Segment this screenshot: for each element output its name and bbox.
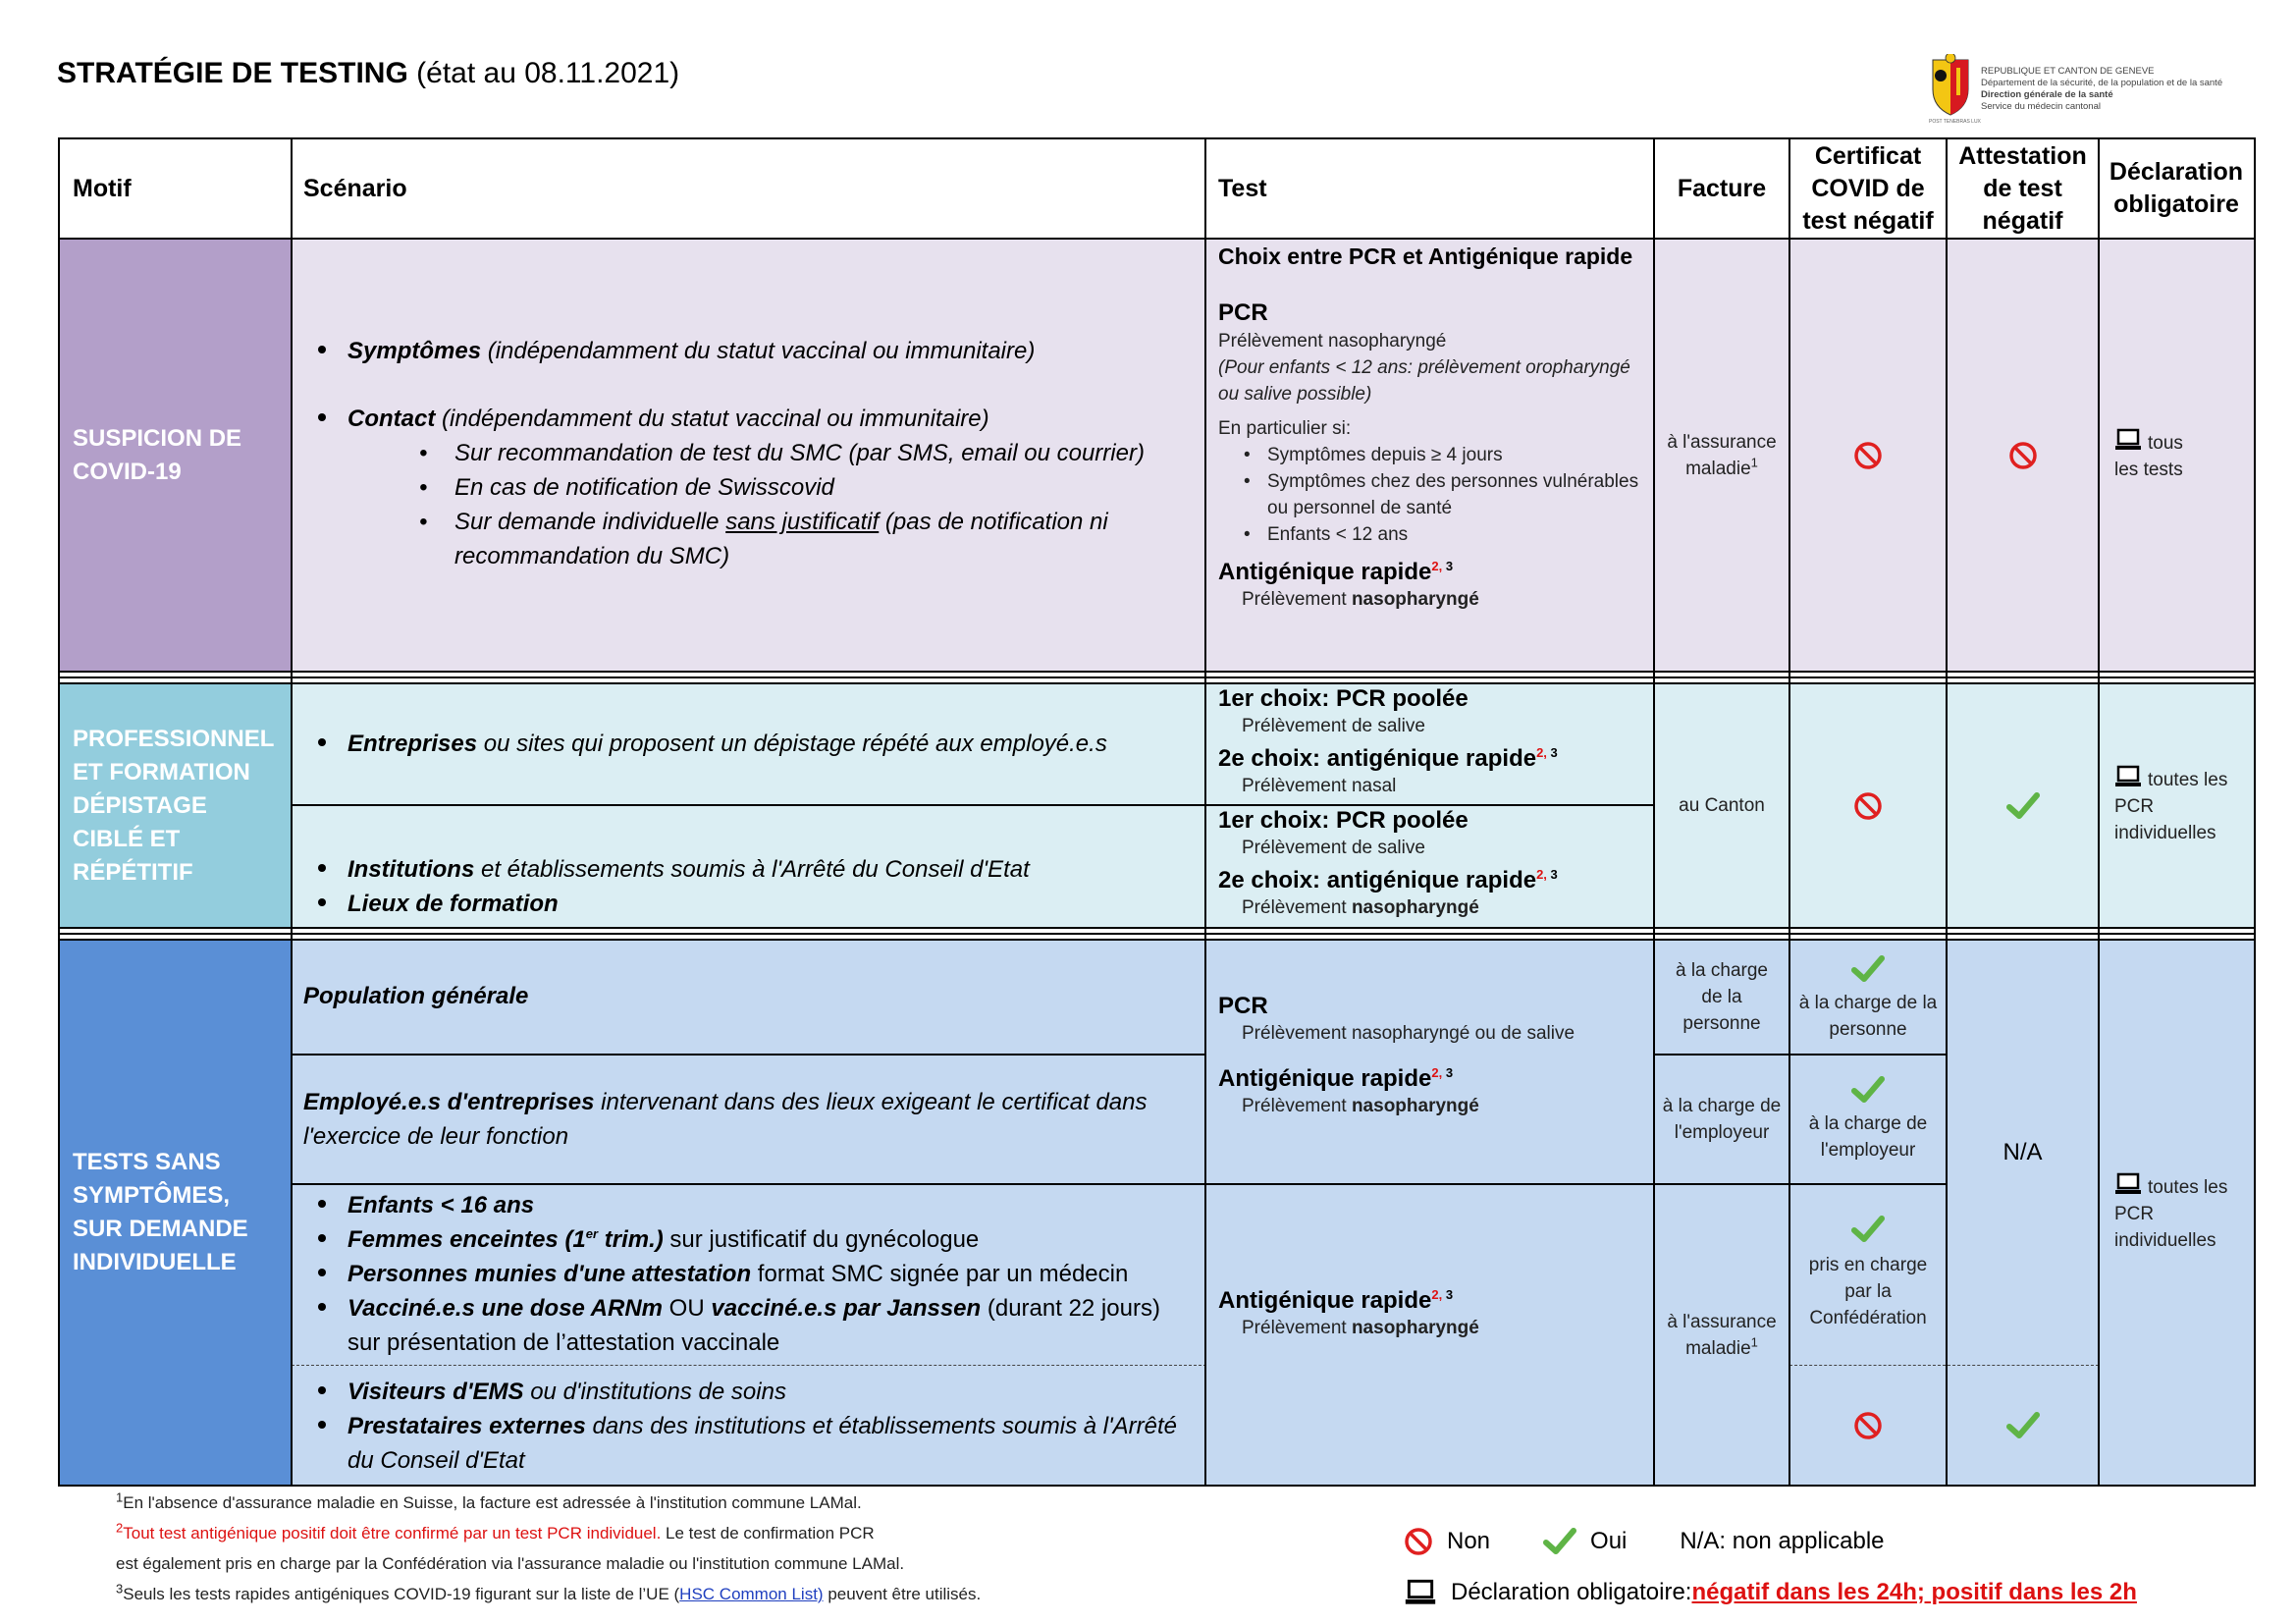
test-pcr: PCR bbox=[1218, 993, 1268, 1019]
list-item: Vacciné.e.s une dose ARNm OU vacciné.e.s par Janssen (durant 22 jours) sur présentation de l’attestation vaccinale bbox=[303, 1291, 1193, 1360]
legend-na: N/A: non applicable bbox=[1680, 1528, 1885, 1554]
pro-declaration: toutes les PCR individuelles bbox=[2099, 683, 2254, 928]
header-facture: Facture bbox=[1677, 174, 1767, 202]
tests-facture-assurance: à l'assurance maladie$^1$ bbox=[1667, 1311, 1777, 1359]
tests-cert-employeur: à la charge de l'employeur bbox=[1789, 1055, 1947, 1183]
tests-facture-personne: à la charge de la personne bbox=[1675, 959, 1768, 1034]
table-border bbox=[58, 677, 2256, 678]
tests-declaration: toutes les PCR individuelles bbox=[2099, 940, 2254, 1486]
suspicion-declaration: tous les tests bbox=[2099, 239, 2254, 672]
no-icon bbox=[2008, 441, 2038, 470]
table-divider bbox=[1789, 1365, 2099, 1366]
list-item: Contact (indépendamment du statut vaccinal ou immunitaire) bbox=[303, 402, 1193, 436]
test-pcr: PCR bbox=[1218, 299, 1268, 326]
pcr-sample: Prélèvement nasopharyngé ou de salive bbox=[1242, 1023, 1575, 1044]
table-border bbox=[292, 1054, 1206, 1056]
section-label-tests: TESTS SANS SYMPTÔMES, SUR DEMANDE INDIVIDUELLE bbox=[73, 1149, 248, 1275]
footnotes bbox=[116, 1488, 1343, 1609]
tests-cert-no bbox=[1789, 1365, 1947, 1486]
list-item: • Sur demande individuelle sans justificatif (pas de notification ni recommandation du SMC) bbox=[303, 505, 1193, 573]
no-icon bbox=[1404, 1527, 1433, 1556]
list-item: Personnes munies d'une attestation format SMC signée par un médecin bbox=[303, 1257, 1193, 1291]
laptop-icon bbox=[1404, 1579, 1437, 1606]
tests-test-top bbox=[1206, 992, 1654, 1119]
test-antigenique: Antigénique rapide$^{2,}$ $^3$ bbox=[1218, 559, 1454, 585]
header-attestation: Attestation de test négatif bbox=[1958, 141, 2087, 235]
checkmark-icon bbox=[2006, 1411, 2040, 1440]
particular-label: En particulier si: bbox=[1218, 418, 1352, 439]
table-border bbox=[1653, 137, 1655, 1487]
list-item: • Sur recommandation de test du SMC (par SMS, email ou courrier) bbox=[303, 436, 1193, 470]
section-label-pro: PROFESSIONNEL ET FORMATION DÉPISTAGE CIBLÉ ET RÉPÉTITIF bbox=[73, 725, 274, 886]
choice-1: 1er choix: PCR poolée bbox=[1218, 685, 1468, 712]
table-border bbox=[58, 939, 2256, 941]
ag-sample: Prélèvement nasopharyngé bbox=[1242, 1096, 1479, 1116]
list-item: Lieux de formation bbox=[303, 887, 1193, 921]
checkmark-icon bbox=[1851, 954, 1885, 984]
list-item: • En cas de notification de Swisscovid bbox=[303, 470, 1193, 505]
suspicion-test bbox=[1206, 242, 1654, 613]
geneva-coat-of-arms-icon bbox=[1929, 54, 1972, 119]
tests-scenario-list bbox=[292, 1188, 1204, 1360]
header-declaration: Déclaration obligatoire bbox=[2109, 158, 2244, 218]
pro-scenario-2 bbox=[292, 805, 1204, 928]
list-item: Visiteurs d'EMS ou d'institutions de soins bbox=[303, 1375, 1193, 1409]
geneva-logo bbox=[1929, 54, 2263, 123]
table-border bbox=[2254, 137, 2256, 1487]
list-item: Institutions et établissements soumis à l'Arrêté du Conseil d'Etat bbox=[303, 852, 1193, 887]
table-border bbox=[58, 671, 2256, 673]
footnote-2-cont: est également pris en charge par la Confédération via l'assurance maladie ou l'institution commune LAMal. bbox=[116, 1554, 905, 1573]
logo-line: Département de la sécurité, de la population et de la santé bbox=[1981, 78, 2223, 88]
laptop-icon bbox=[2114, 1172, 2142, 1196]
list-item: • Enfants < 12 ans bbox=[1244, 524, 1409, 545]
suspicion-scenario bbox=[292, 334, 1204, 573]
table-border bbox=[292, 804, 1654, 806]
pro-certificat bbox=[1789, 683, 1947, 928]
tests-attestation-na: N/A bbox=[2002, 1138, 2043, 1165]
ag-sample: Prélèvement nasopharyngé bbox=[1242, 1318, 1479, 1338]
list-item: • Symptômes chez des personnes vulnérables ou personnel de santé bbox=[1244, 471, 1639, 518]
pro-test-1 bbox=[1206, 684, 1654, 799]
tests-cert-personne: à la charge de la personne bbox=[1789, 943, 1947, 1054]
table-divider bbox=[292, 1365, 1206, 1366]
logo-line: Service du médecin cantonal bbox=[1981, 101, 2101, 112]
table-border bbox=[292, 1183, 1654, 1185]
legend-declaration-delay: négatif dans les 24h; positif dans les 2h bbox=[1691, 1579, 2137, 1605]
table-border bbox=[1946, 137, 1948, 1487]
choice-1: 1er choix: PCR poolée bbox=[1218, 807, 1468, 834]
header-test: Test bbox=[1218, 175, 1267, 202]
list-item: Symptômes (indépendamment du statut vaccinal ou immunitaire) bbox=[303, 334, 1193, 368]
list-item: Femmes enceintes (1er trim.) sur justificatif du gynécologue bbox=[303, 1222, 1193, 1257]
list-item: Prestataires externes dans des institutions et établissements soumis à l'Arrêté du Conseil d'Etat bbox=[303, 1409, 1193, 1478]
table-border bbox=[1204, 137, 1206, 1487]
ag-sample: Prélèvement nasopharyngé bbox=[1242, 589, 1479, 610]
legend-non: Non bbox=[1447, 1528, 1491, 1554]
table-border bbox=[58, 137, 2256, 139]
table-border bbox=[58, 137, 60, 1487]
suspicion-attestation bbox=[1947, 239, 2099, 672]
tests-scenario-pop: Population générale bbox=[303, 983, 529, 1009]
pcr-children-note: (Pour enfants < 12 ans: prélèvement oropharyngé ou salive possible) bbox=[1218, 357, 1630, 405]
no-icon bbox=[1853, 791, 1883, 821]
list-item: Enfants < 16 ans bbox=[303, 1188, 1193, 1222]
choice-2: 2e choix: antigénique rapide$^{2,}$ $^3$ bbox=[1218, 867, 1558, 893]
header-scenario: Scénario bbox=[303, 175, 407, 202]
no-icon bbox=[1853, 441, 1883, 470]
checkmark-icon bbox=[1543, 1527, 1576, 1556]
tests-cert-conf: pris en charge par la Confédération bbox=[1789, 1184, 1947, 1361]
choice-2-sample: Prélèvement nasal bbox=[1242, 776, 1397, 796]
footnote-1: $^1$En l'absence d'assurance maladie en Suisse, la facture est adressée à l'institution commune LAMal. bbox=[116, 1489, 862, 1512]
table-border bbox=[291, 137, 293, 1487]
page-title: STRATÉGIE DE TESTING (état au 08.11.2021) bbox=[57, 57, 680, 89]
logo-motto: POST TENEBRAS LUX bbox=[1929, 119, 1981, 125]
hsc-common-list-link[interactable]: HSC Common List) bbox=[679, 1585, 824, 1603]
tests-test-bottom bbox=[1206, 1286, 1654, 1341]
legend-oui: Oui bbox=[1590, 1528, 1628, 1554]
choice-2-sample: Prélèvement nasopharyngé bbox=[1242, 897, 1479, 918]
suspicion-facture: à l'assurance maladie$^1$ bbox=[1667, 431, 1777, 479]
logo-line: REPUBLIQUE ET CANTON DE GENEVE bbox=[1981, 66, 2155, 77]
laptop-icon bbox=[2114, 428, 2142, 452]
test-antigenique: Antigénique rapide$^{2,}$ $^3$ bbox=[1218, 1287, 1454, 1314]
list-item: • Symptômes depuis ≥ 4 jours bbox=[1244, 445, 1503, 465]
test-antigenique: Antigénique rapide$^{2,}$ $^3$ bbox=[1218, 1065, 1454, 1092]
test-choice: Choix entre PCR et Antigénique rapide bbox=[1218, 244, 1633, 269]
laptop-icon bbox=[2114, 765, 2142, 788]
header-motif: Motif bbox=[73, 175, 132, 202]
choice-1-sample: Prélèvement de salive bbox=[1242, 716, 1425, 736]
tests-scenario-list-2 bbox=[292, 1375, 1204, 1478]
table-border bbox=[58, 238, 2256, 240]
table-border bbox=[2098, 137, 2100, 1487]
section-label-suspicion: SUSPICION DE COVID-19 bbox=[73, 424, 242, 485]
table-border bbox=[58, 682, 2256, 684]
tests-attestation-yes bbox=[1947, 1365, 2099, 1486]
logo-line: Direction générale de la santé bbox=[1981, 89, 2113, 100]
tests-facture-employeur: à la charge de l'employeur bbox=[1662, 1095, 1782, 1143]
table-border bbox=[1654, 1054, 1947, 1056]
table-border bbox=[1654, 1183, 1947, 1185]
tests-scenario-emp: Employé.e.s d'entreprises intervenant dans des lieux exigeant le certificat dans l'exercice de leur fonction bbox=[303, 1088, 1148, 1150]
pro-scenario-1 bbox=[292, 683, 1204, 804]
pro-facture: au Canton bbox=[1679, 795, 1765, 816]
checkmark-icon bbox=[2006, 791, 2040, 821]
pro-attestation bbox=[1947, 683, 2099, 928]
table-border bbox=[58, 1485, 2256, 1487]
table-border bbox=[1789, 137, 1790, 1487]
table-border bbox=[58, 927, 2256, 929]
checkmark-icon bbox=[1851, 1215, 1885, 1244]
footnote-2: $^2$Tout test antigénique positif doit être confirmé par un test PCR individuel. Le test de confirmation PCR bbox=[116, 1520, 875, 1543]
no-icon bbox=[1853, 1411, 1883, 1440]
legend bbox=[1404, 1525, 2268, 1609]
list-item: Entreprises ou sites qui proposent un dépistage répété aux employé.e.s bbox=[303, 727, 1193, 761]
pro-test-2 bbox=[1206, 806, 1654, 921]
choice-2: 2e choix: antigénique rapide$^{2,}$ $^3$ bbox=[1218, 745, 1558, 772]
choice-1-sample: Prélèvement de salive bbox=[1242, 838, 1425, 858]
checkmark-icon bbox=[1851, 1075, 1885, 1105]
suspicion-certificat bbox=[1789, 239, 1947, 672]
table-border bbox=[58, 933, 2256, 935]
pcr-sample: Prélèvement nasopharyngé bbox=[1218, 331, 1447, 352]
footnote-3: $^3$Seuls les tests rapides antigéniques COVID-19 figurant sur la liste de l’UE (HSC Common List) peuvent être utilisés. bbox=[116, 1581, 982, 1603]
legend-declaration: Déclaration obligatoire: bbox=[1451, 1579, 1692, 1605]
header-certificat: Certificat COVID de test négatif bbox=[1802, 141, 1934, 235]
